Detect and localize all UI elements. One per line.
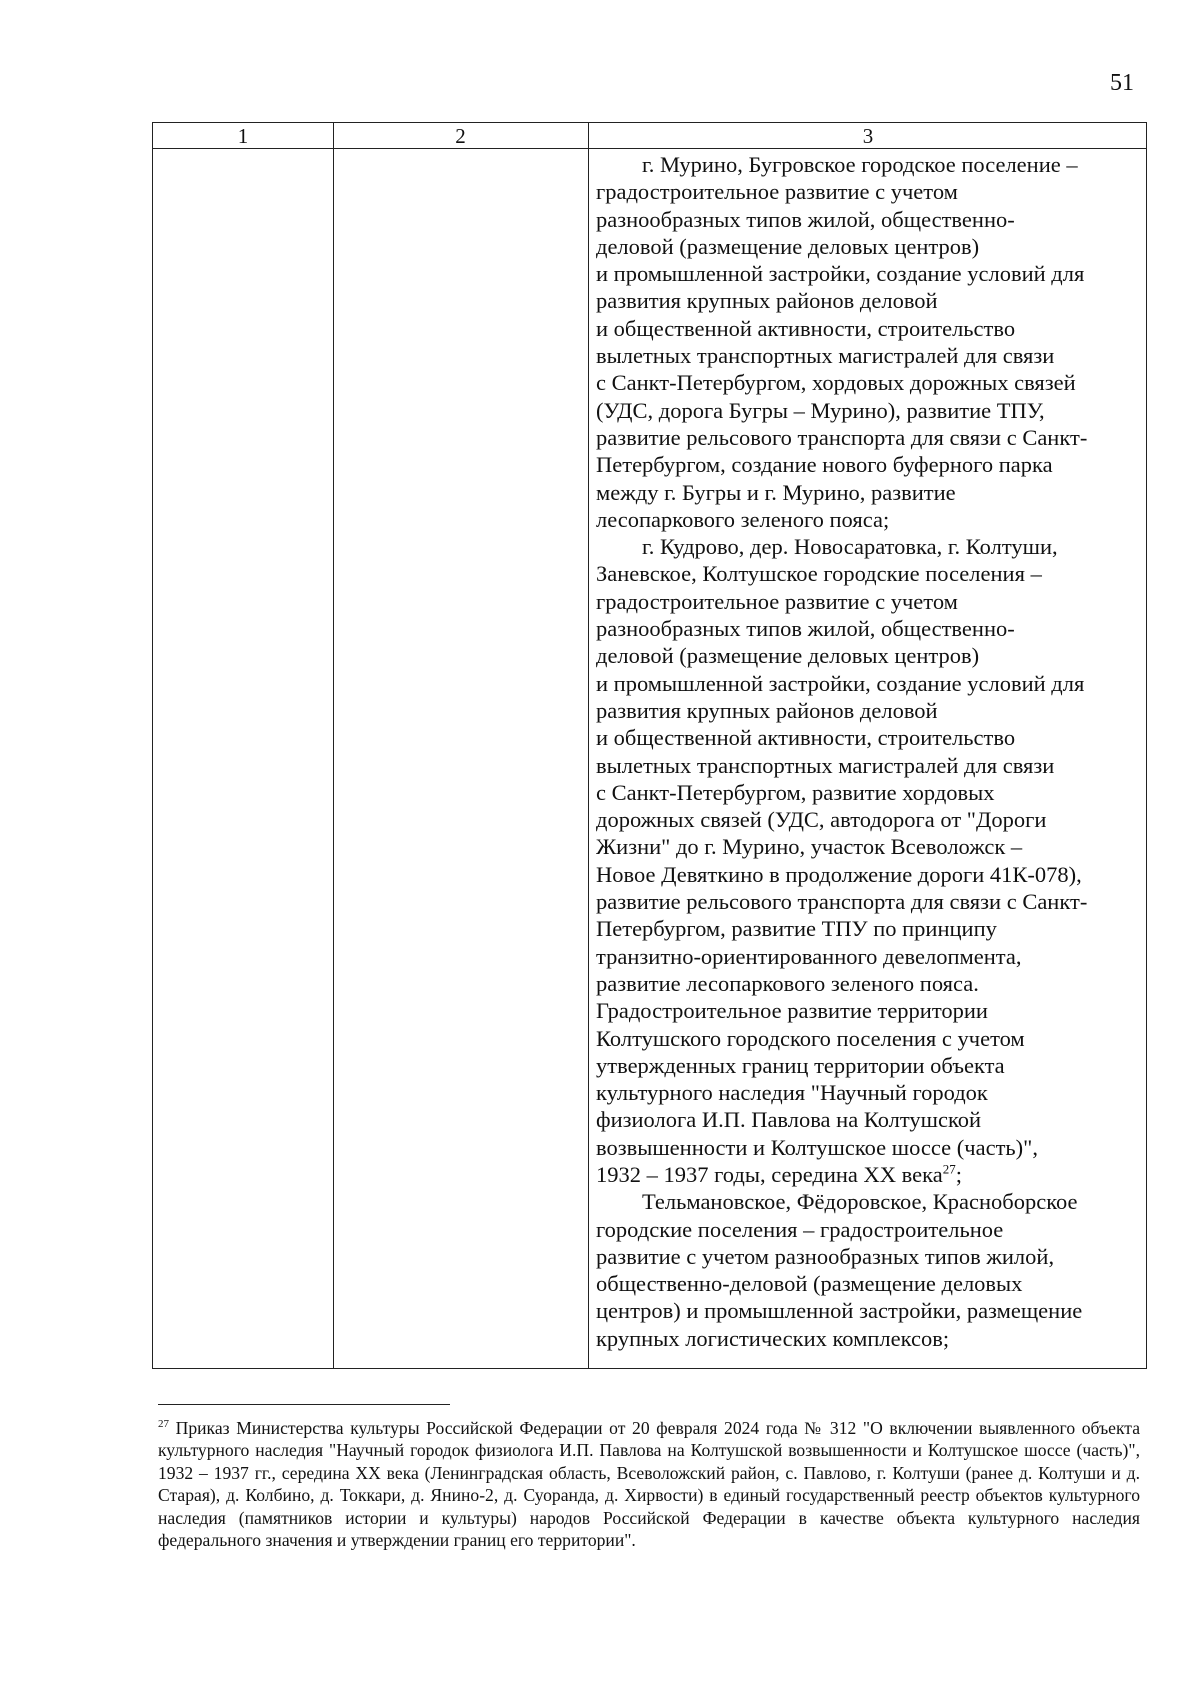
text-line: и общественной активности, строительство [596,725,1016,751]
text-line: развитие с учетом разнообразных типов жилой, [596,1243,1055,1269]
table-cell-column-3 [591,151,1146,1368]
text-line [596,1161,1146,1188]
text-line: Градостроительное развитие территории [596,998,988,1024]
table-cell-column-2 [333,151,588,1368]
text-line: градостроительное развитие с учетом [596,179,958,205]
text-line: с Санкт-Петербургом, хордовых дорожных связей [596,370,1076,396]
text-line: развития крупных районов деловой [596,697,938,723]
page-number: 51 [1110,70,1134,96]
text-line: вылетных транспортных магистралей для связи [596,343,1055,369]
text-line: между г. Бугры и г. Мурино, развитие [596,479,956,505]
text-line: дорожных связей (УДС, автодорога от "Дороги [596,807,1047,833]
cell-paragraph [596,1188,1146,1352]
text-line-tail: ; [955,1161,962,1187]
text-line: культурного наследия "Научный городок [596,1080,988,1106]
text-line: градостроительное развитие с учетом [596,588,958,614]
column-header-2: 2 [455,124,466,148]
text-line: деловой (размещение деловых центров) [596,643,980,669]
column-header-3: 3 [862,124,874,148]
content-table [152,122,1147,1369]
column-header-1: 1 [237,124,249,148]
text-line: центров) и промышленной застройки, размещение [596,1298,1083,1324]
text-line: деловой (размещение деловых центров) [596,233,980,259]
text-line: возвышенности и Колтушское шоссе (часть)", [596,1134,1038,1160]
cell-paragraph [596,533,1146,1188]
text-line-main: 1932 – 1937 годы, середина XX века [596,1161,943,1187]
footnote-marker: 27 [158,1418,169,1431]
text-line: разнообразных типов жилой, общественно- [596,206,1015,232]
text-line: (УДС, дорога Бугры – Мурино), развитие ТПУ, [596,397,1045,423]
text-line: лесопаркового зеленого пояса; [596,506,890,532]
text-line: и общественной активности, строительство [596,315,1016,341]
table-header-row [153,123,1146,149]
text-line: и промышленной застройки, создание условий для [596,261,1085,287]
text-line: развитие рельсового транспорта для связи с Санкт- [596,424,1088,450]
text-line: разнообразных типов жилой, общественно- [596,616,1015,642]
text-line: г. Мурино, Бугровское городское поселение – [642,152,1078,177]
cell-paragraph [596,151,1146,533]
text-line: г. Кудрово, дер. Новосаратовка, г. Колтуши, [642,534,1058,560]
text-line: Петербургом, развитие ТПУ по принципу [596,916,997,942]
footnote-text: Приказ Министерства культуры Российской Федерации от 20 февраля 2024 года № 312 "О включении выявленного объекта культурного наследия "Научный городок физиолога И.П. Павлова на Колтушской возвышенности и Колтушское шоссе (часть)", 1932 – 1937 гг., середина XX века (Ленинградская область, Всеволожский район, с. Павлово, г. Колтуши (ранее д. Колтуши и д. Старая), д. Колбино, д. Токкари, д. Янино-2, д. Суоранда, д. Хирвости) в единый государственный реестр объектов культурного наследия (памятников истории и культуры) народов Российской Федерации в качестве объекта культурного наследия федерального значения и утверждении границ его территории". [158,1418,1140,1551]
text-line: физиолога И.П. Павлова на Колтушской [596,1107,982,1133]
text-line: Колтушского городского поселения с учетом [596,1025,1025,1051]
footnote-reference: 27 [942,1161,956,1177]
text-line: вылетных транспортных магистралей для связи [596,752,1055,778]
text-line: городские поселения – градостроительное [596,1216,1004,1242]
text-line: Заневское, Колтушское городские поселения – [596,561,1042,587]
text-line: с Санкт-Петербургом, развитие хордовых [596,779,995,805]
text-line: крупных логистических комплексов; [596,1325,950,1351]
text-line: транзитно-ориентированного девелопмента, [596,943,1022,969]
column-divider [588,123,589,1368]
footnote [158,1417,1140,1551]
text-line: утвержденных границ территории объекта [596,1052,1005,1078]
text-line: и промышленной застройки, создание условий для [596,670,1085,696]
text-line: общественно-деловой (размещение деловых [596,1271,1023,1297]
text-line: Петербургом, создание нового буферного парка [596,452,1053,478]
text-line: развитие лесопаркового зеленого пояса. [596,970,979,996]
text-line: развитие рельсового транспорта для связи с Санкт- [596,889,1088,915]
text-line: Жизни" до г. Мурино, участок Всеволожск – [596,834,1023,860]
text-line: развития крупных районов деловой [596,288,938,314]
table-cell-column-1 [153,151,333,1368]
text-line: Новое Девяткино в продолжение дороги 41К-078), [596,861,1082,887]
footnote-separator [158,1404,450,1405]
text-line: Тельмановское, Фёдоровское, Красноборское [642,1189,1078,1215]
cell-3-text [591,151,1146,1352]
